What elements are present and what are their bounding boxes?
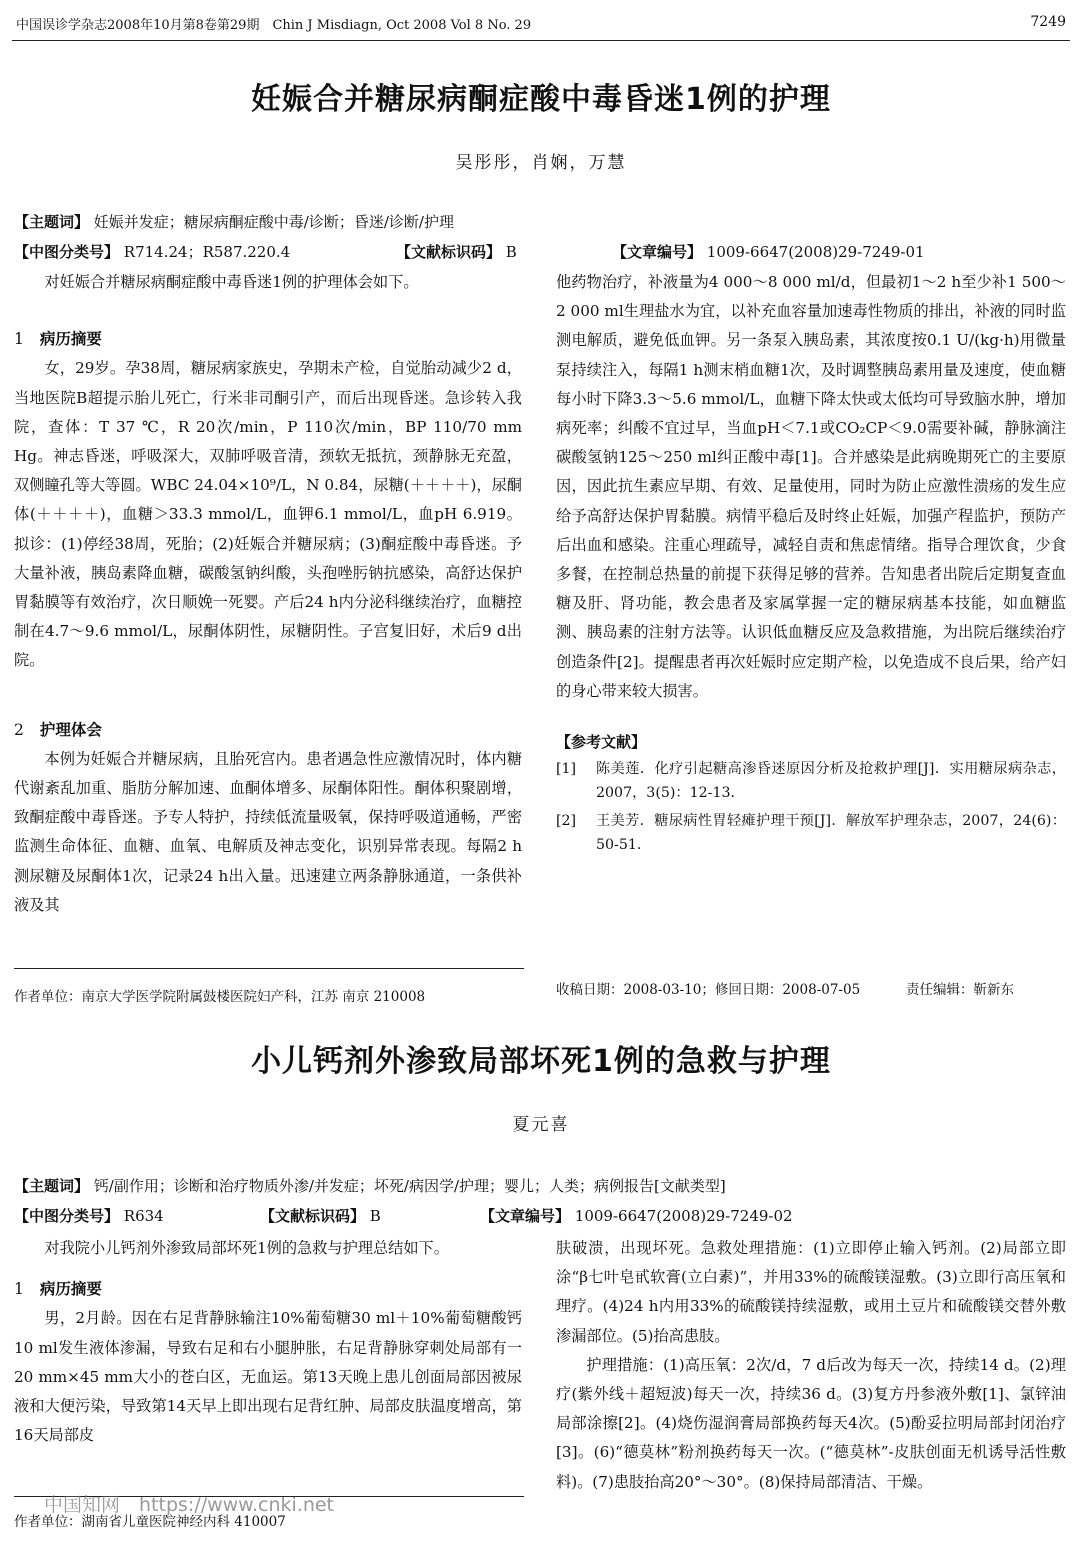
article1-keywords xyxy=(14,210,1070,234)
article-number xyxy=(612,240,925,264)
article1-left-column xyxy=(14,268,522,920)
docid-label: 【文献标识码】 xyxy=(396,243,502,261)
doc-id xyxy=(260,1204,381,1228)
article2-title: 小儿钙剂外渗致局部坏死1例的急救与护理 xyxy=(251,1044,831,1079)
artno-label: 【文章编号】 xyxy=(480,1207,571,1225)
footnote-rule xyxy=(14,968,524,969)
journal-citation: 中国误诊学杂志2008年10月第8卷第29期 Chin J Misdiagn, Oct 2008 Vol 8 No. 29 xyxy=(16,18,532,33)
article-number xyxy=(480,1204,793,1228)
reference-item: [1] 陈美莲．化疗引起糖高渗昏迷原因分析及抢救护理[J]．实用糖尿病杂志，2007，3(5)：12-13． xyxy=(556,761,1066,802)
artno-label: 【文章编号】 xyxy=(612,243,703,261)
responsible-editor: 责任编辑：靳新东 xyxy=(906,982,1014,998)
class-value: R634 xyxy=(123,1207,164,1225)
keywords-text: 钙/副作用；诊断和治疗物质外渗/并发症；坏死/病因学/护理；婴儿；人类；病例报告[文献类型] xyxy=(93,1177,726,1195)
doc-id xyxy=(396,240,517,264)
docid-value: B xyxy=(505,243,517,261)
section-heading: 1 病历摘要 xyxy=(14,1280,102,1299)
docid-value: B xyxy=(369,1207,381,1225)
reference-item: [2] 王美芳．糖尿病性胃轻瘫护理干预[J]．解放军护理杂志，2007，24(6)：50-51． xyxy=(556,813,1066,854)
cnki-watermark: 中国知网 https://www.cnki.net xyxy=(44,1494,335,1516)
case-summary: 男，2月龄。因在右足背静脉输注10%葡萄糖30 ml＋10%葡萄糖酸钙10 ml发生液体渗漏，导致右足和右小腿肿胀，右足背静脉穿刺处局部有一20 mm×45 mm大小的苍白区，无血运。第13天晚上患儿创面局部因被尿液和大便污染，导致第14天早上即出现右足背红肿、局部皮肤温度增高，第16天局部皮 xyxy=(14,1309,522,1445)
section-heading: 2 护理体会 xyxy=(14,720,102,739)
intro-paragraph: 对我院小儿钙剂外渗致局部坏死1例的急救与护理总结如下。 xyxy=(44,1239,449,1257)
keywords-label: 【主题词】 xyxy=(14,1177,90,1195)
header-rule xyxy=(12,40,1070,41)
keywords-label: 【主题词】 xyxy=(14,213,90,231)
article1-authors: 吴彤彤，肖娴，万慧 xyxy=(455,153,627,173)
article1-right-column xyxy=(556,268,1066,857)
article2-keywords xyxy=(14,1174,1070,1198)
received-dates: 收稿日期：2008-03-10；修回日期：2008-07-05 xyxy=(556,982,861,998)
intro-paragraph: 对妊娠合并糖尿病酮症酸中毒昏迷1例的护理体会如下。 xyxy=(44,273,419,291)
article1-title: 妊娠合并糖尿病酮症酸中毒昏迷1例的护理 xyxy=(251,82,831,117)
class-number xyxy=(14,1204,164,1228)
article2-authors: 夏元喜 xyxy=(512,1115,570,1135)
docid-label: 【文献标识码】 xyxy=(260,1207,366,1225)
artno-value: 1009-6647(2008)29-7249-02 xyxy=(574,1207,793,1225)
article2-right-column xyxy=(556,1234,1066,1497)
references-title: 【参考文献】 xyxy=(556,733,647,752)
emergency-measures: 肤破溃，出现坏死。急救处理措施：(1)立即停止输入钙剂。(2)局部立即涂“β七叶皂甙软膏(立白素)”，并用33%的硫酸镁湿敷。(3)立即行高压氧和理疗。(4)24 h内用33%的硫酸镁持续湿敷，或用土豆片和硫酸镁交替外敷渗漏部位。(5)抬高患肢。 xyxy=(556,1239,1066,1345)
nursing-measures: 护理措施：(1)高压氧：2次/d，7 d后改为每天一次，持续14 d。(2)理疗(紫外线＋超短波)每天一次，持续36 d。(3)复方丹参液外敷[1]、氯锌油局部涂擦[2]。(4)烧伤湿润膏局部换药每天4次。(5)酚妥拉明局部封闭治疗[3]。(6)“德莫林”粉剂换药每天一次。(“德莫林”-皮肤创面无机诱导活性敷料)。(7)患肢抬高20°～30°。(8)保持局部清洁、干燥。 xyxy=(556,1355,1066,1491)
article2-left-column xyxy=(14,1234,522,1450)
class-label: 【中图分类号】 xyxy=(14,1207,120,1225)
class-label: 【中图分类号】 xyxy=(14,243,120,261)
article2-affiliation: 作者单位：湖南省儿童医院神经内科 410007 xyxy=(14,1514,286,1530)
section-heading: 1 病历摘要 xyxy=(14,330,102,349)
nursing-text-left: 本例为妊娠合并糖尿病，且胎死宫内。患者遇急性应激情况时，体内糖代谢紊乱加重、脂肪分解加速、血酮体增多、尿酮体阳性。酮体积聚剧增，致酮症酸中毒昏迷。予专人特护，持续低流量吸氧，保持呼吸道通畅，严密监测生命体征、血糖、血氧、电解质及神志变化，识别异常表现。每隔2 h测尿糖及尿酮体1次，记录24 h出入量。迅速建立两条静脉通道，一条供补液及其 xyxy=(14,749,522,914)
nursing-text-right: 他药物治疗，补液量为4 000～8 000 ml/d，但最初1～2 h至少补1 500～2 000 ml生理盐水为宜，以补充血容量加速毒性物质的排出，补液的同时监测电解质，避免低血钾。另一条泵入胰岛素，其浓度按0.1 U/(kg·h)用微量泵持续注入，每隔1 h测末梢血糖1次，及时调整胰岛素用量及速度，使血糖每小时下降3.3～5.6 mmol/L，血糖下降太快或太低均可导致脑水肿，增加病死率；纠酸不宜过早，当血pH＜7.1或CO₂CP＜9.0需要补碱，静脉滴注碳酸氢钠125～250 ml纠正酸中毒[1]。合并感染是此病晚期死亡的主要原因，因此抗生素应早期、有效、足量使用，同时为防止应激性溃疡的发生应给予高舒达保护胃黏膜。病情平稳后及时终止妊娠，加强产程监护，预防产后出血和感染。注重心理疏导，减轻自责和焦虑情绪。指导合理饮食，少食多餐，在控制总热量的前提下获得足够的营养。告知患者出院后定期复查血糖及肝、肾功能，教会患者及家属掌握一定的糖尿病基本技能，如血糖监测、胰岛素的注射方法等。认识低血糖反应及急救措施，为出院后继续治疗创造条件[2]。提醒患者再次妊娠时应定期产检，以免造成不良后果，给产妇的身心带来较大损害。 xyxy=(556,273,1066,700)
case-summary: 女，29岁。孕38周，糖尿病家族史，孕期未产检，自觉胎动减少2 d，当地医院B超提示胎儿死亡，行米非司酮引产，而后出现昏迷。急诊转入我院，查体：T 37 ℃，R 20次/min，P 110次/min，BP 110/70 mm Hg。神志昏迷，呼吸深大，双肺呼吸音清，颈软无抵抗，颈静脉无充盈，双侧瞳孔等大等圆。WBC 24.04×10⁹/L，N 0.84，尿糖(＋＋＋＋)，尿酮体(＋＋＋＋)，血糖＞33.3 mmol/L，血钾6.1 mmol/L，血pH 6.919。拟诊：(1)停经38周，死胎；(2)妊娠合并糖尿病；(3)酮症酸中毒昏迷。予大量补液，胰岛素降血糖，碳酸氢钠纠酸，头孢唑肟钠抗感染，高舒达保护胃黏膜等有效治疗，次日顺娩一死婴。产后24 h内分泌科继续治疗，血糖控制在4.7～9.6 mmol/L，尿酮体阴性，尿糖阴性。子宫复旧好，术后9 d出院。 xyxy=(14,359,522,670)
artno-value: 1009-6647(2008)29-7249-01 xyxy=(706,243,925,261)
keywords-text: 妊娠并发症；糖尿病酮症酸中毒/诊断；昏迷/诊断/护理 xyxy=(93,213,454,231)
running-header xyxy=(16,14,1066,36)
reference-list xyxy=(556,757,1066,857)
article1-meta xyxy=(14,240,1070,264)
class-value: R714.24；R587.220.4 xyxy=(123,243,291,261)
class-number xyxy=(14,240,290,264)
page-number: 7249 xyxy=(1030,14,1066,30)
article2-meta xyxy=(14,1204,1070,1228)
article1-affiliation: 作者单位：南京大学医学院附属鼓楼医院妇产科，江苏 南京 210008 xyxy=(14,989,426,1005)
